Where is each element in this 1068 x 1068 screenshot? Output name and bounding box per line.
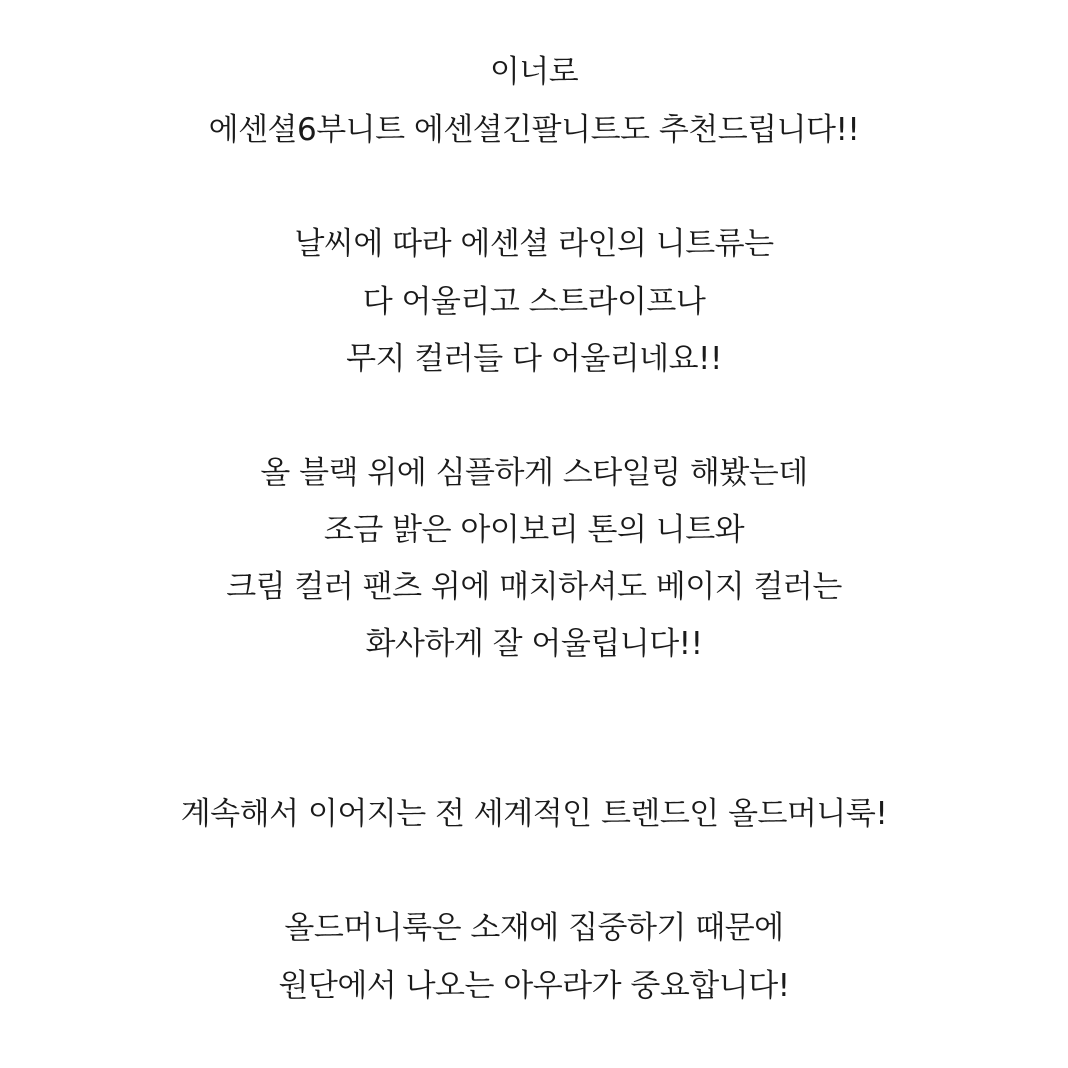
text-line: 원단에서 나오는 아우라가 중요합니다! [278, 968, 790, 1004]
text-line: 이너로 [489, 54, 579, 90]
text-line: 올 블랙 위에 심플하게 스타일링 해봤는데 [260, 455, 808, 491]
text-line: 무지 컬러들 다 어울리네요!! [346, 341, 722, 377]
text-line: 조금 밝은 아이보리 톤의 니트와 [323, 512, 745, 548]
text-line: 날씨에 따라 에센셜 라인의 니트류는 [294, 226, 774, 262]
text-line: 에센셜6부니트 에센셜긴팔니트도 추천드립니다!! [208, 112, 860, 148]
text-line: 다 어울리고 스트라이프나 [362, 284, 706, 320]
text-line: 화사하게 잘 어울립니다!! [365, 626, 703, 662]
text-line: 크림 컬러 팬츠 위에 매치하셔도 베이지 컬러는 [226, 569, 842, 605]
text-line: 계속해서 이어지는 전 세계적인 트렌드인 올드머니룩! [180, 796, 888, 832]
text-line: 올드머니룩은 소재에 집중하기 때문에 [284, 910, 784, 946]
